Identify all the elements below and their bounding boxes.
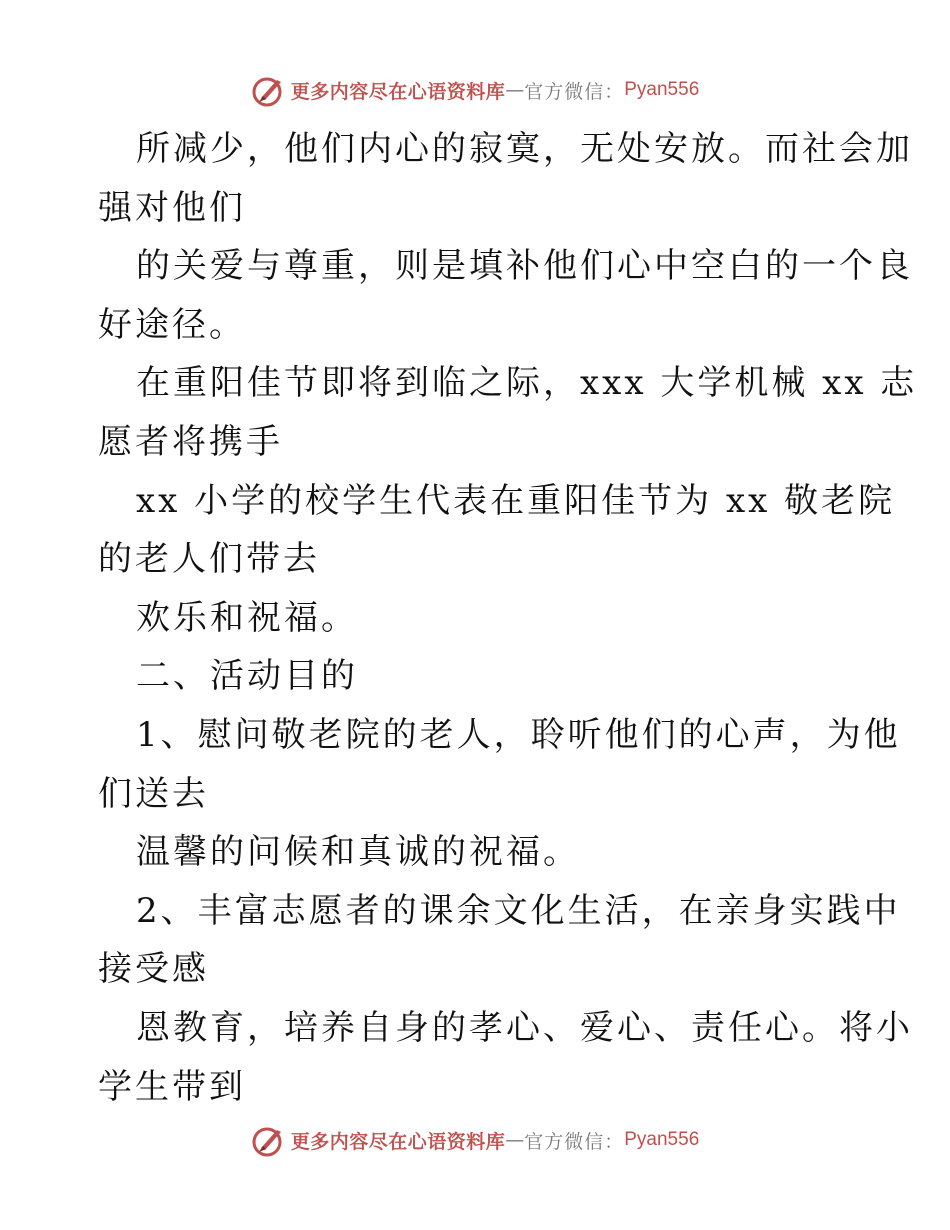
document-body (98, 120, 918, 1116)
text-line: 愿者将携手 (98, 421, 283, 462)
text-line: xx 小学的校学生代表在重阳佳节为 xx 敬老院 (136, 480, 896, 521)
text-line: 强对他们 (98, 187, 246, 228)
banner-wechat-id: Pyan556 (624, 79, 700, 100)
text-line: 学生带到 (98, 1066, 246, 1107)
text-line: 接受感 (98, 949, 209, 990)
text-line: 所减少，他们内心的寂寞，无处安放。而社会加 (136, 129, 913, 169)
banner-brand: 更多内容尽在心语资料库 (290, 1130, 506, 1153)
text-line: 们送去 (98, 773, 209, 814)
banner-wechat-label: 官方微信： (524, 80, 625, 103)
banner-wechat-id: Pyan556 (624, 1129, 700, 1150)
text-line: 2、丰富志愿者的课余文化生活，在亲身实践中 (136, 890, 901, 931)
text-line: 的关爱与尊重，则是填补他们心中空白的一个良 (136, 246, 913, 287)
text-line: 在重阳佳节即将到临之际，xxx 大学机械 xx 志 (136, 363, 918, 404)
quill-pen-logo-icon (251, 1122, 287, 1158)
banner-wechat-label: 官方微信： (524, 1130, 625, 1153)
banner-brand: 更多内容尽在心语资料库 (290, 80, 506, 103)
banner-separator: — (505, 1129, 525, 1151)
header-banner (0, 70, 950, 110)
footer-banner (0, 1120, 950, 1160)
text-line: 恩教育，培养自身的孝心、爱心、责任心。将小 (136, 1007, 913, 1048)
text-line: 二、活动目的 (136, 656, 358, 697)
text-line: 的老人们带去 (98, 539, 320, 580)
text-line: 温馨的问候和真诚的祝福。 (136, 832, 580, 873)
text-line: 欢乐和祝福。 (136, 597, 358, 638)
quill-pen-logo-icon (251, 72, 287, 108)
text-line: 1、慰问敬老院的老人，聆听他们的心声，为他 (136, 714, 901, 755)
banner-separator: — (505, 79, 525, 101)
text-line: 好途径。 (98, 304, 246, 345)
